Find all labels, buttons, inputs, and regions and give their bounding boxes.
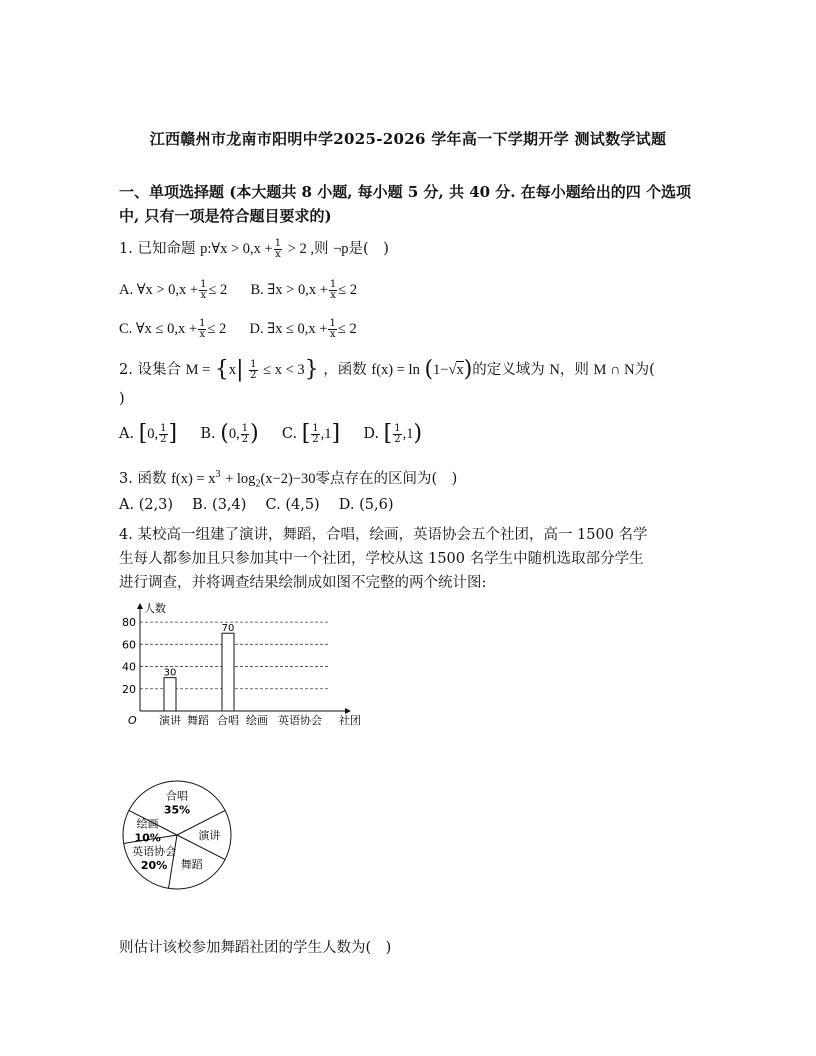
y-tick-label: 60 — [122, 638, 136, 652]
question-4-line1: 4. 某校高一组建了演讲，舞蹈，合唱，绘画，英语协会五个社团，高一 1500 名学 — [119, 527, 648, 543]
q1-fraction: $\frac{1}{x}$ — [274, 237, 282, 260]
q1-proposition-tail: > 2 ,则 — [287, 241, 329, 257]
x-axis-label: 社团 — [339, 714, 361, 727]
q1-option-c: C. ∀x ≤ 0,x + — [119, 321, 198, 337]
pie-slice-label: 演讲 — [198, 829, 221, 842]
origin-label: O — [128, 714, 137, 727]
page-title: 江西赣州市龙南市阳明中学2025-2026 学年高一下学期开学 测试数学试题 — [149, 130, 667, 148]
question-2: 2. 设集合 M = {x| $\frac{1}{2}$ ≤ x < 3} ，函数 f(x) = ln (1−√x)的定义域为 N，则 M ∩ N为( — [119, 357, 655, 382]
question-1-options-cd: C. ∀x ≤ 0,x + $\frac{1}{x}$ ≤ 2 D. ∃x ≤ 0,x + $\frac{1}{x}$ ≤ 2 — [119, 317, 357, 340]
q2-option-a: A. — [119, 426, 135, 442]
q2-option-d: D. — [363, 426, 380, 442]
pie-slice-percent: 35% — [163, 803, 191, 817]
question-2-options: A. [0, $\frac{1}{2}$ ] B. (0, $\frac{1}{2}$ ) C. [ $\frac{1}{2}$ ,1] D. [ $\frac{1}{2}$ ,1) — [119, 421, 423, 446]
q2-function: f(x) = ln — [371, 362, 420, 378]
x-tick-label: 绘画 — [246, 714, 268, 727]
y-tick-label: 40 — [122, 660, 136, 674]
q1-prefix: 1. 已知命题 — [119, 241, 196, 257]
q2-option-b: B. — [200, 426, 216, 442]
y-tick-label: 80 — [122, 616, 136, 630]
pie-slice-percent: 20% — [140, 858, 168, 872]
q1-suffix: 是( ) — [348, 241, 389, 257]
bar-data-label: 70 — [221, 623, 235, 635]
question-1 — [119, 237, 704, 261]
pie-slice-label: 舞蹈 — [180, 857, 203, 871]
y-axis-label: 人数 — [144, 602, 166, 615]
pie-slice-label: 合唱 — [166, 789, 188, 803]
question-4-line2: 生每人都参加且只参加其中一个社团，学校从这 1500 名学生中随机选取部分学生 — [119, 551, 644, 567]
question-2-close: ) — [119, 391, 125, 407]
bar — [164, 678, 176, 711]
section-heading-line2: 中, 只有一项是符合题目要求的) — [119, 207, 332, 225]
question-1-options-ab: A. ∀x > 0,x + $\frac{1}{x}$ ≤ 2 B. ∃x > 0,x + $\frac{1}{x}$ ≤ 2 — [119, 278, 358, 301]
question-3-options: A. (2,3) B. (3,4) C. (4,5) D. (5,6) — [119, 497, 394, 513]
q1-option-d: D. ∃x ≤ 0,x + — [249, 321, 328, 337]
pie-slice-label: 英语协会 — [132, 844, 177, 858]
q1-negation: ¬p — [333, 241, 349, 257]
pie-slice-label: 绘画 — [136, 817, 159, 831]
q1-proposition: p:∀x > 0,x + — [200, 241, 273, 257]
q2-set-m: M = — [185, 362, 211, 378]
y-tick-label: 20 — [122, 682, 136, 696]
bar — [222, 633, 234, 711]
q1-option-b: B. ∃x > 0,x + — [250, 282, 328, 298]
bar-chart — [110, 598, 370, 733]
question-4-line3: 进行调查，并将调查结果绘制成如图不完整的两个统计图: — [119, 575, 487, 591]
section-heading — [119, 180, 699, 228]
question-3: 3. 函数 $f(x) = x^3 + \log_2(x-2)-30$零点存在的区间为( ) — [119, 469, 458, 490]
x-tick-label: 英语协会 — [278, 714, 322, 727]
q2-option-c: C. — [281, 426, 298, 442]
pie-chart — [118, 778, 238, 893]
bar-data-label: 30 — [163, 667, 177, 679]
section-heading-line1: 一、单项选择题 (本大题共 8 小题, 每小题 5 分, 共 40 分. 在每小题给出的四 个选项 — [119, 183, 691, 201]
question-4-final: 则估计该校参加舞蹈社团的学生人数为( ) — [119, 940, 392, 956]
x-tick-label: 合唱 — [217, 714, 239, 727]
pie-slice-percent: 10% — [134, 831, 161, 845]
q1-option-a: A. ∀x > 0,x + — [119, 282, 199, 298]
x-tick-label: 演讲 — [159, 714, 181, 727]
x-tick-label: 舞蹈 — [187, 714, 209, 727]
